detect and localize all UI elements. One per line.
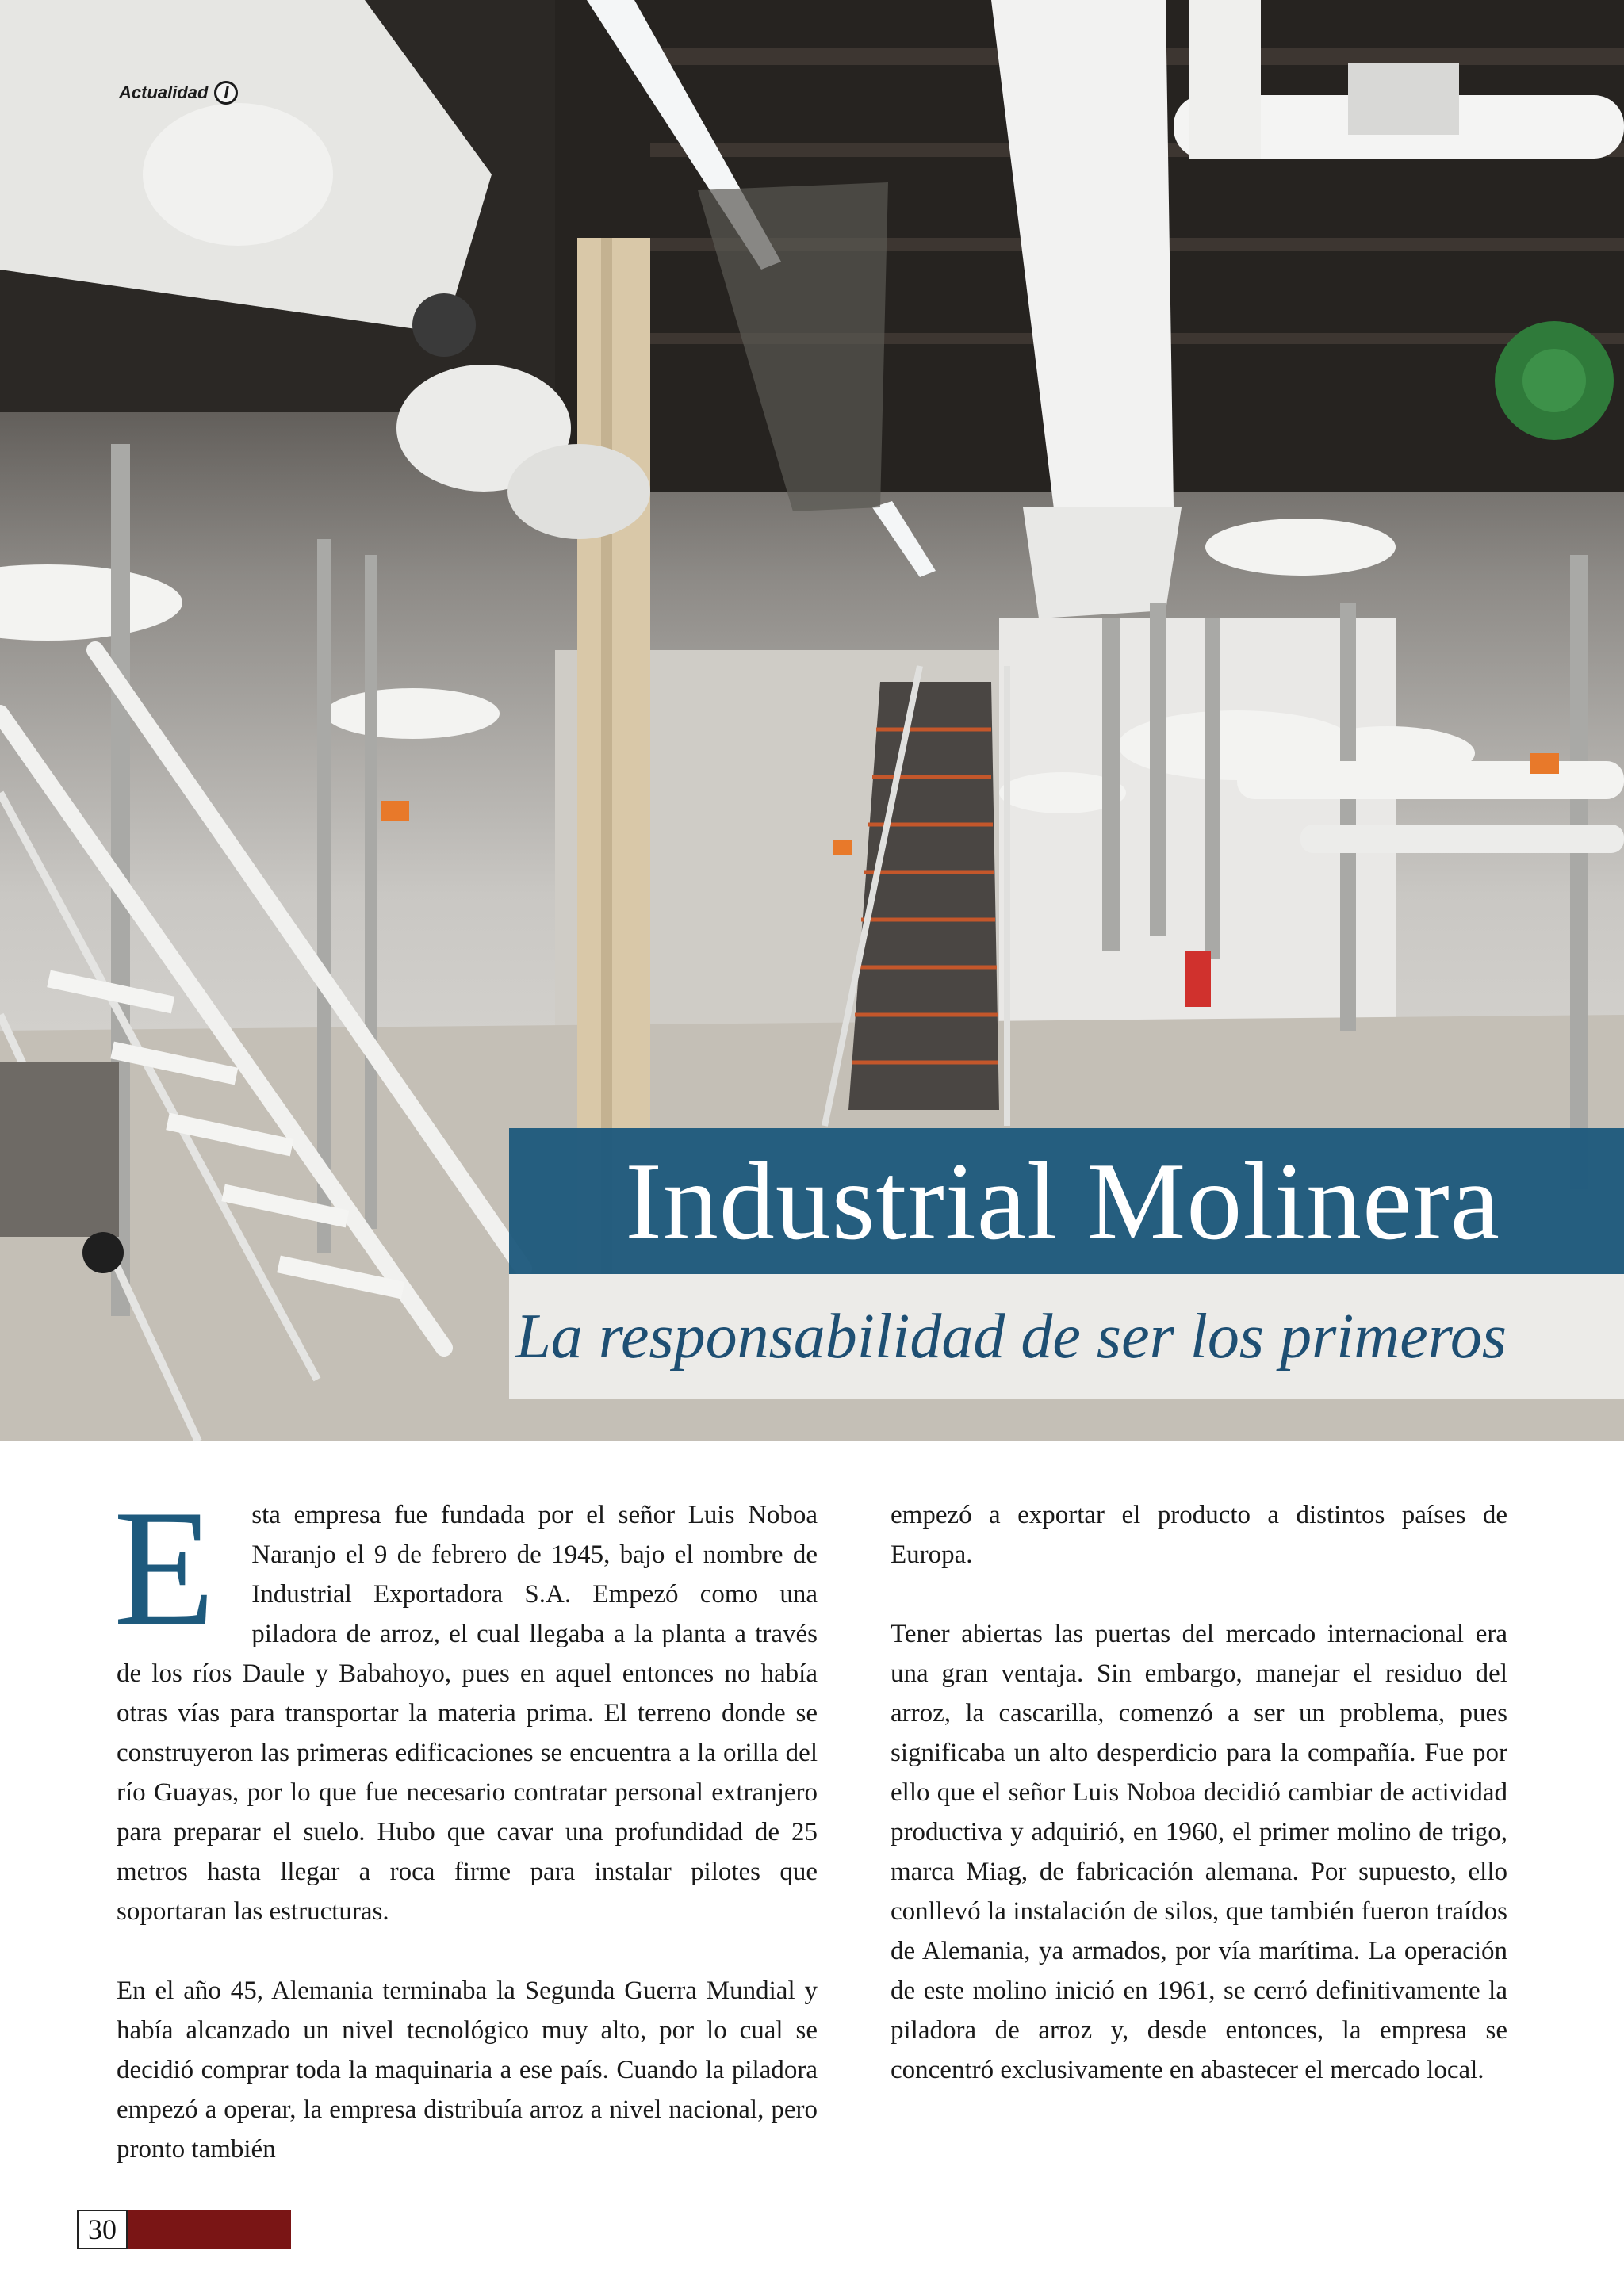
article-column-left (113, 1476, 818, 2209)
drop-cap: E (113, 1476, 216, 1660)
article-paragraph: empezó a exportar el producto a distintos países de Europa. (891, 1501, 1507, 1569)
article-column-right (891, 1495, 1507, 2130)
section-label: Actualidad (119, 82, 209, 102)
article-subtitle: La responsabilidad de ser los primeros (515, 1301, 1507, 1372)
article-paragraph (113, 1476, 818, 1931)
article-paragraph: En el año 45, Alemania terminaba la Segunda Guerra Mundial y había alcanzado un nivel tecnológico muy alto, por lo cual se decidió comprar toda la maquinaria a ese país. Cuando la piladora empezó a operar, la empresa distribuía arroz a nivel nacional, pero pronto también (117, 1976, 818, 2164)
section-tag (119, 81, 238, 105)
section-badge-icon: I (214, 81, 238, 105)
article-title: Industrial Molinera (625, 1139, 1500, 1263)
footer-color-bar (128, 2210, 291, 2249)
article-paragraph: Tener abiertas las puertas del mercado internacional era una gran ventaja. Sin embargo, manejar el residuo del arroz, la cascarilla, comenzó a ser un problema, pues significaba un alto desperdicio para la compañía. Fue por ello que el señor Luis Noboa decidió cambiar de actividad productiva y adquirió, en 1960, el primer molino de trigo, marca Miag, de fabricación alemana. Por supuesto, ello conllevó la instalación de silos, que también fueron traídos de Alemania, ya armados, por vía marítima. La operación de este molino inició en 1961, se cerró definitivamente la piladora de arroz y, desde entonces, la empresa se concentró exclusivamente en abastecer el mercado local. (891, 1620, 1507, 2084)
page-number: 30 (77, 2210, 128, 2249)
paragraph-text: sta empresa fue fundada por el señor Luis Noboa Naranjo el 9 de febrero de 1945, bajo el nombre de Industrial Exportadora S.A. Empezó como una piladora de arroz, el cual llegaba a la planta a través de los ríos Daule y Babahoyo, pues en aquel entonces no había otras vías para transportar la materia prima. El terreno donde se construyeron las primeras edificaciones se encuentra a la orilla del río Guayas, por lo que fue necesario contratar personal extranjero para preparar el suelo. Hubo que cavar una profundidad de 25 metros hasta llegar a roca firme para instalar pilotes que soportaran las estructuras. (117, 1501, 818, 1926)
